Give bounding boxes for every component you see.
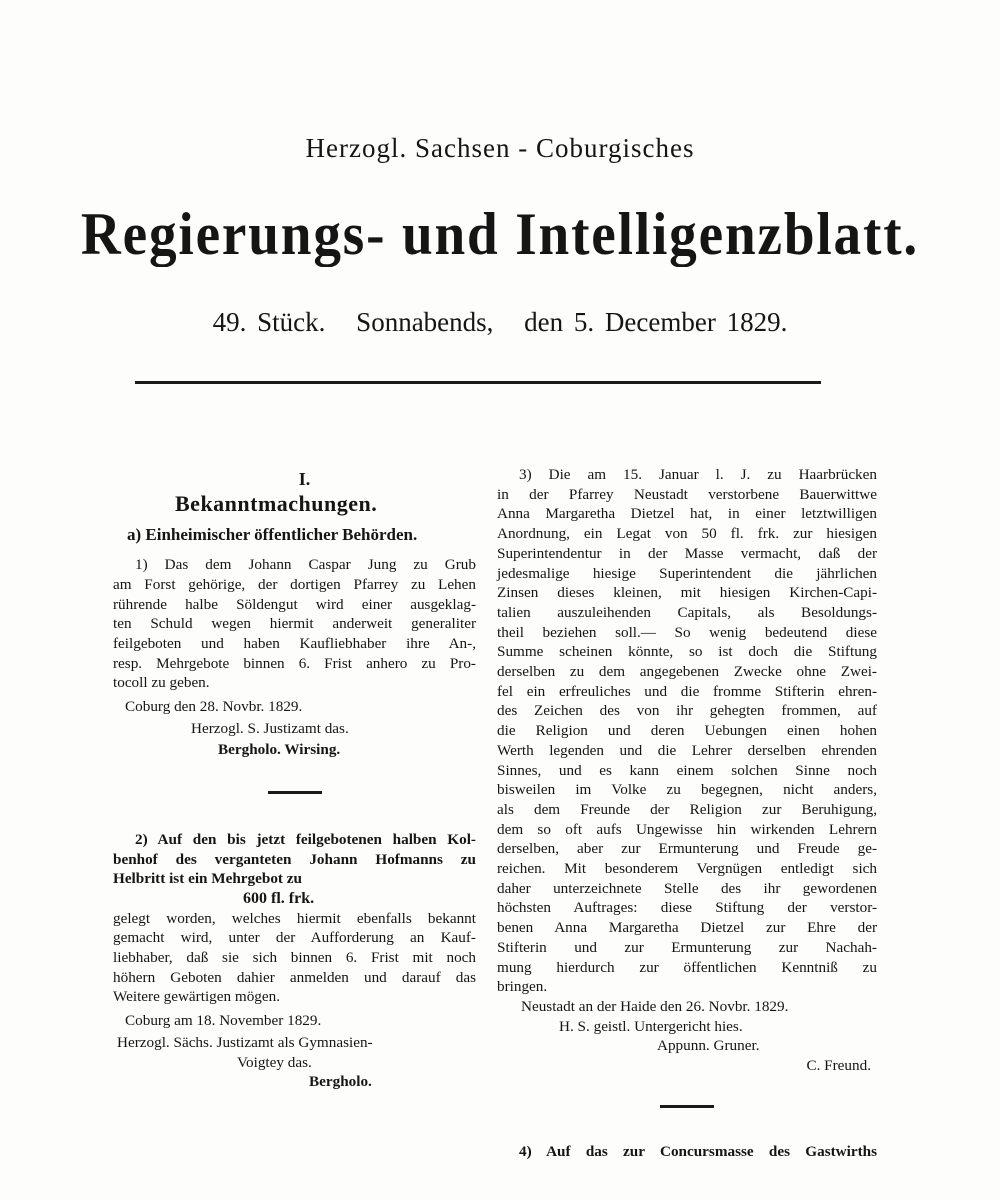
notice-line: Werth legenden und die Lehrer derselben ehrenden [497, 741, 877, 759]
separator-dash [113, 782, 476, 802]
section-title: Bekanntmachungen. [175, 490, 378, 516]
notice-line: Sinnes, und es kann einem solchen Sinne noch [497, 761, 877, 779]
notice-line: talien auszuleihenden Capitals, als Besoldungs- [497, 603, 877, 621]
notice-signature-names: Bergholo. [309, 1073, 372, 1091]
notice-signature-names: Appunn. Gruner. [657, 1037, 760, 1055]
separator-dash [497, 1096, 877, 1116]
notice-line: Stifterin und zur Ermunterung zur Nachah- [497, 938, 877, 956]
section-number: I. [298, 469, 311, 489]
notice-line: Weitere gewärtigen mögen. [113, 988, 281, 1006]
notice-date: Neustadt an der Haide den 26. Novbr. 1829. [521, 997, 789, 1015]
notice-line: Zinsen dieses kleinen, mit hiesigen Kirchen-Capi- [497, 584, 877, 602]
notice-line: am Forst gehörige, der dortigen Pfarrey zu Lehen [113, 575, 476, 593]
show-through-left [100, 170, 104, 190]
notice-line: benhof des verganteten Johann Hofmanns zu [113, 850, 476, 868]
notice-line: benen Anna Margaretha Dietzel zur Ehre der [497, 919, 877, 937]
notice-signature: H. S. geistl. Untergericht hies. [559, 1017, 743, 1035]
notice-line: als dem Freunde der Religion zur Beruhigung, [497, 800, 877, 818]
notice-line: 1) Das dem Johann Caspar Jung zu Grub [135, 556, 476, 574]
notice-line: rührende halbe Söldengut wird einer ausgeklag- [113, 595, 476, 613]
notice-3 [497, 465, 877, 1076]
notice-line: liebhaber, daß sie sich binnen 6. Frist mit noch [113, 949, 476, 967]
notice-line: Anna Margaretha Dietzel hat, in einer letztwilligen [497, 505, 877, 523]
issue-line [0, 307, 1000, 338]
right-column [497, 465, 877, 1161]
notice-line: feilgeboten und haben Kaufliebhaber ihre An-, [113, 634, 476, 652]
masthead-subtitle: Herzogl. Sachsen - Coburgisches [305, 133, 695, 163]
notice-line: höchsten Auftrages: diese Stiftung der verstor- [497, 899, 877, 917]
notice-line: des Zeichen des von ihr gehegten frommen, auf [497, 702, 877, 720]
notice-line: gelegt worden, welches hiermit ebenfalls bekannt [113, 909, 476, 927]
notice-line: dem so oft aufs Ungewisse hin wirkenden Lehrern [497, 820, 877, 838]
notice-line: die Religion und deren Uebungen einen hohen [497, 722, 877, 740]
masthead-title: Regierungs- und Intelligenzblatt. [80, 201, 920, 267]
notice-line: Helbritt ist ein Mehrgebot zu [113, 870, 302, 888]
notice-line: mung hierdurch zur öffentlichen Kenntniß zu [497, 958, 877, 976]
notice-signature: Herzogl. S. Justizamt das. [191, 719, 349, 737]
notice-line: Anordnung, ein Legat von 50 fl. frk. zur hiesigen [497, 525, 877, 543]
issue-date: den 5. December 1829. [524, 307, 788, 337]
notice-line: jedesmalige hiesige Superintendent die jährlichen [497, 564, 877, 582]
notice-line: reichen. Mit besonderem Vergnügen entledigt sich [497, 860, 877, 878]
notice-line: tocoll zu geben. [113, 674, 210, 692]
notice-line: resp. Mehrgebote binnen 6. Frist anhero zu Pro- [113, 654, 476, 672]
notice-line: gemacht wird, unter der Aufforderung an Kauf- [113, 929, 476, 947]
left-column [113, 470, 476, 1092]
notice-date: Coburg den 28. Novbr. 1829. [125, 698, 303, 716]
notice-line: derselben, aber zur Ermunterung und Freude ge- [497, 840, 877, 858]
notice-line: derselben zu dem angegebenen Zwecke ohne Zwei- [497, 663, 877, 681]
issue-day: Sonnabends, [356, 307, 494, 337]
notice-signature-cont: Voigtey das. [237, 1053, 312, 1071]
notice-line: in der Pfarrey Neustadt verstorbene Bauerwittwe [497, 485, 877, 503]
notice-2 [113, 830, 476, 1092]
notice-line: 4) Auf das zur Concursmasse des Gastwirths [519, 1142, 877, 1160]
notice-4 [497, 1142, 877, 1162]
notice-date: Coburg am 18. November 1829. [125, 1012, 322, 1030]
issue-number: 49. Stück. [212, 307, 326, 337]
notice-line: bisweilen im Volke zu begegnen, nicht anders, [497, 781, 877, 799]
notice-signature-names: Bergholo. Wirsing. [218, 741, 341, 759]
notice-line: daher unterzeichnete Stelle des ihr gewordenen [497, 879, 877, 897]
notice-amount: 600 fl. frk. [243, 889, 315, 907]
notice-line: ten Schuld wegen hiermit anderweit generaliter [113, 615, 476, 633]
notice-line: theil beziehen soll.— So wenig bedeutend diese [497, 623, 877, 641]
notice-line: Summe scheinen könnte, so ist doch die Stiftung [497, 643, 877, 661]
notice-line: 2) Auf den bis jetzt feilgebotenen halben Kol- [135, 830, 476, 848]
notice-line: höhern Geboten dahier anmelden und darauf das [113, 968, 476, 986]
masthead-rule [135, 381, 821, 384]
section-subhead: a) Einheimischer öffentlicher Behörden. [127, 525, 418, 545]
notice-1 [113, 555, 476, 760]
notice-line: bringen. [497, 978, 548, 996]
notice-line: fel ein erfreuliches und die fromme Stifterin ehren- [497, 682, 877, 700]
notice-signature-name: C. Freund. [806, 1057, 871, 1075]
notice-signature: Herzogl. Sächs. Justizamt als Gymnasien- [117, 1033, 373, 1051]
notice-line: Superintendentur in der Masse vermacht, daß der [497, 544, 877, 562]
notice-line: 3) Die am 15. Januar l. J. zu Haarbrücken [519, 466, 877, 483]
